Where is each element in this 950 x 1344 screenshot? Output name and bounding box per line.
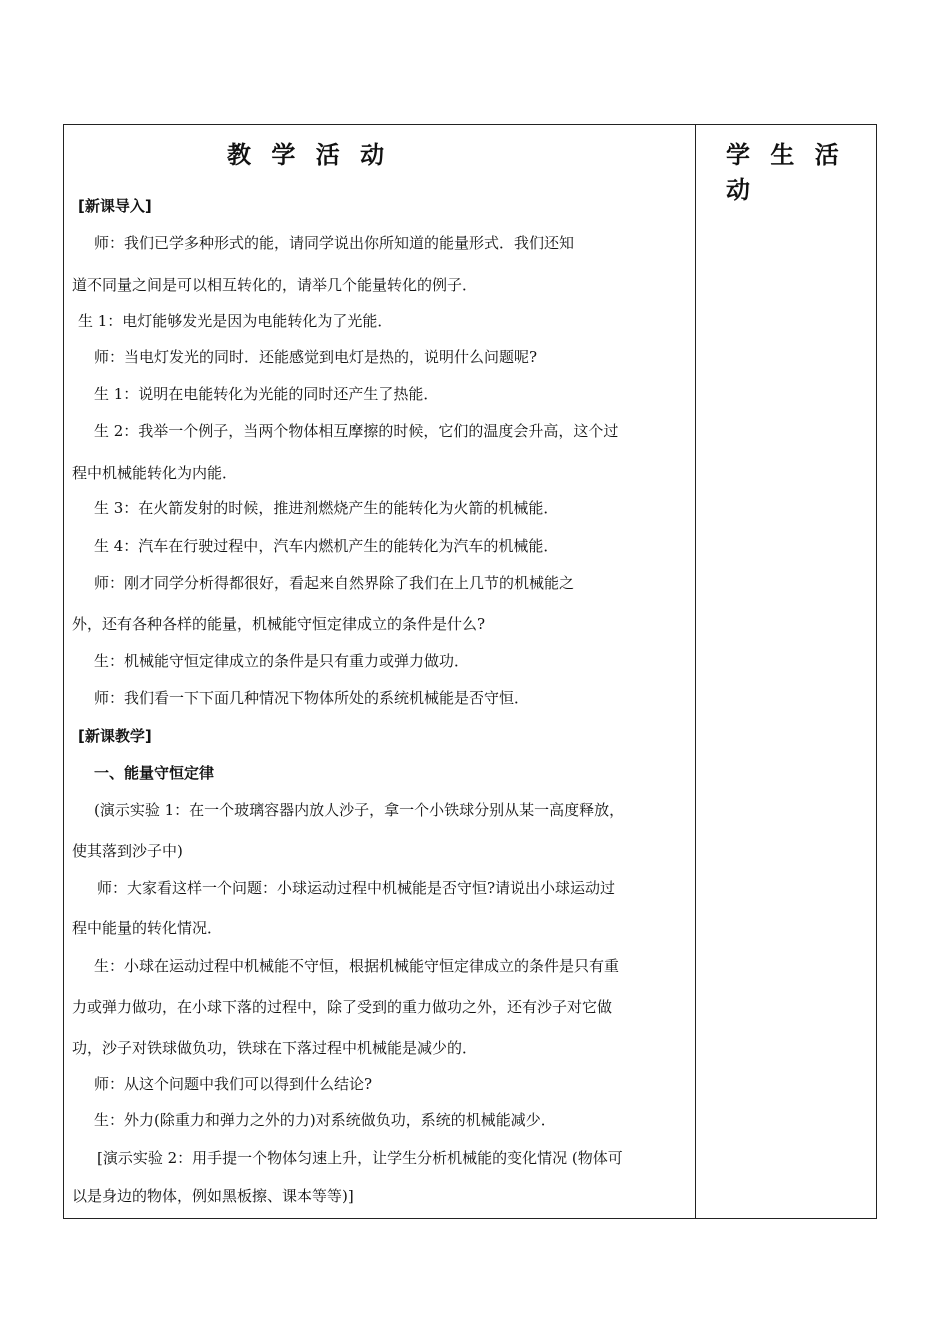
text-line: 师：刚才同学分析得都很好，看起来自然界除了我们在上几节的机械能之 [94, 574, 575, 592]
text-line: 程中机械能转化为内能． [72, 464, 238, 482]
text-line: 程中能量的转化情况． [72, 919, 223, 937]
text-line: 生 1：说明在电能转化为光能的同时还产生了热能． [94, 385, 439, 403]
text-line: (演示实验 1：在一个玻璃容器内放人沙子，拿一个小铁球分别从某一高度释放， [94, 801, 625, 819]
text-line: 以是身边的物体，例如黑板擦、课本等等)] [72, 1187, 354, 1205]
text-line: 使其落到沙子中) [72, 842, 183, 860]
teaching-activity-header: 教 学 活 动 [227, 141, 391, 169]
text-line: 生：外力(除重力和弹力之外的力)对系统做负功，系统的机械能减少． [94, 1111, 556, 1129]
text-line: 师：当电灯发光的同时．还能感觉到电灯是热的，说明什么问题呢? [94, 348, 538, 366]
column-divider [695, 125, 696, 1218]
text-line: 外，还有各种各样的能量，机械能守恒定律成立的条件是什么? [72, 615, 486, 633]
text-line: 师：我们看一下下面几种情况下物体所处的系统机械能是否守恒． [94, 689, 530, 707]
text-line: [演示实验 2：用手提一个物体匀速上升，让学生分析机械能的变化情况 (物体可 [97, 1149, 623, 1167]
section-label-intro: [新课导入] [78, 197, 152, 215]
text-line: 生：小球在运动过程中机械能不守恒，根据机械能守恒定律成立的条件是只有重 [94, 957, 620, 975]
section-heading: 一、能量守恒定律 [94, 764, 215, 782]
section-label-new-lesson: [新课教学] [78, 727, 152, 745]
text-line: 生 1：电灯能够发光是因为电能转化为了光能． [78, 312, 393, 330]
text-line: 功，沙子对铁球做负功，铁球在下落过程中机械能是减少的． [72, 1039, 478, 1057]
text-line: 生 4：汽车在行驶过程中，汽车内燃机产生的能转化为汽车的机械能． [94, 537, 559, 555]
student-activity-header: 学 生 活 动 [726, 141, 845, 204]
text-line: 师：从这个问题中我们可以得到什么结论? [94, 1075, 373, 1093]
text-line: 师：我们已学多种形式的能，请同学说出你所知道的能量形式．我们还知 [94, 234, 575, 252]
text-line: 生 3：在火箭发射的时候，推进剂燃烧产生的能转化为火箭的机械能． [94, 499, 559, 517]
text-line: 力或弹力做功，在小球下落的过程中，除了受到的重力做功之外，还有沙子对它做 [72, 998, 613, 1016]
text-line: 师：大家看这样一个问题：小球运动过程中机械能是否守恒?请说出小球运动过 [97, 879, 616, 897]
text-line: 道不同量之间是可以相互转化的，请举几个能量转化的例子． [72, 276, 478, 294]
text-line: 生：机械能守恒定律成立的条件是只有重力或弹力做功． [94, 652, 470, 670]
text-line: 生 2：我举一个例子，当两个物体相互摩擦的时候，它们的温度会升高，这个过 [94, 422, 619, 440]
